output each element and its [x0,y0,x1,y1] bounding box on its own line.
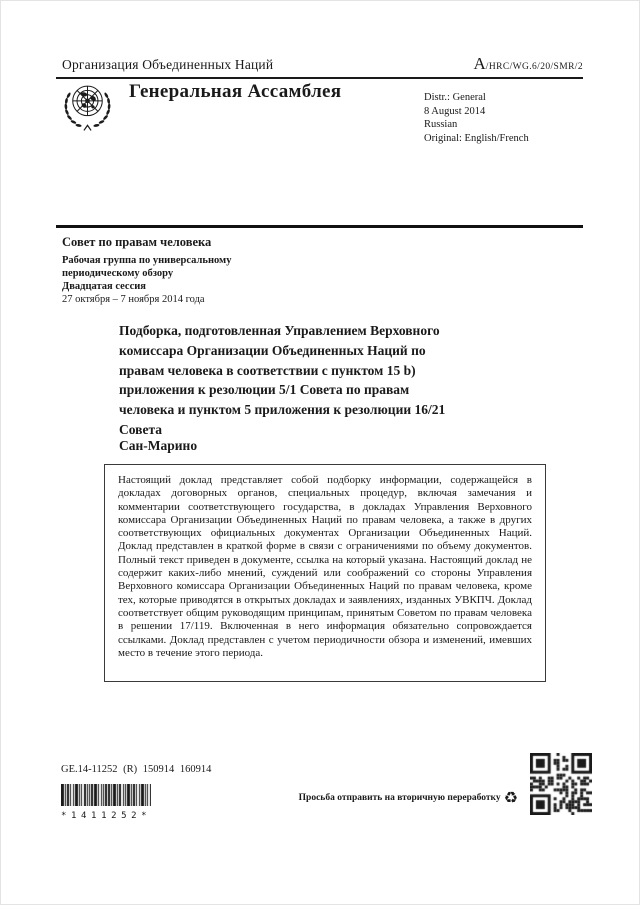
organization-name: Организация Объединенных Наций [62,57,274,72]
working-group-line: Рабочая группа по универсальному [62,255,232,266]
summary-box [104,464,546,682]
recycle-note-text: Просьба отправить на вторичную переработку [298,793,501,803]
document-symbol-rest: /HRC/WG.6/20/SMR/2 [485,62,583,72]
title-line: приложения к резолюции 5/1 Совета по правам [119,382,410,398]
recycle-icon: ♻ [503,788,518,807]
session-name: Двадцатая сессия [62,281,146,292]
un-emblem-icon [60,79,115,134]
title-line: человека и пунктом 5 приложения к резолюции 16/21 [119,402,446,418]
recycle-notice [280,790,518,806]
session-info [62,235,231,306]
document-symbol-prefix: A [473,54,486,73]
summary-paragraph: Настоящий доклад представляет собой подборку информации, содержащейся в докладах договорных органов, специальных процедур, включая замечания и комментарии соответствующего государства, в докладах Управления Верховного комиссара Организации Объединенных Наций по правам человека, а также в других соответствующих официальных документах Организации Объединенных Наций. Доклад представлен в краткой форме в связи с ограничениями по объему документов. Полный текст приведен в документе, ссылка на который указана. Настоящий доклад не содержит каких-либо мнений, суждений или соображений со стороны Управления Верховного комиссара Организации Объединенных Наций по правам человека, кроме тех, которые приводятся в открытых докладах и заявлениях, изданных УВКПЧ. Доклад соответствует общим руководящим принципам, принятым Советом по правам человека в решении 17/119. Включенная в него информация обязательно сопровождается ссылками. Доклад представлен с учетом периодичности обзора и изменений, имевших место в течение этого периода. [118,474,532,659]
distr-line: Distr.: General [424,92,486,103]
title-line: правам человека в соответствии с пунктом 15 b) [119,362,416,378]
body-top-rule [56,225,583,228]
country-name: Сан-Марино [119,438,198,453]
title-line: Подборка, подготовленная Управлением Верховного [119,323,440,338]
header-top-row [62,54,583,74]
qr-code [530,753,592,815]
header-divider-rule [56,77,583,79]
barcode-text: *1411252* [61,811,152,821]
document-title [119,321,445,440]
distr-line: 8 August 2014 [424,105,486,117]
barcode [61,784,151,806]
document-symbol [474,54,583,74]
title-line: Совета [119,421,162,437]
distr-line: Russian [424,119,458,130]
ge-number: GE.14-11252 (R) 150914 160914 [61,764,212,775]
organ-title: Генеральная Ассамблея [129,81,342,102]
council-name: Совет по правам человека [62,235,212,249]
session-dates: 27 октября – 7 ноября 2014 года [62,294,205,305]
barcode-block [61,784,157,821]
title-line: комиссара Организации Объединенных Наций по [119,342,426,358]
working-group-line: периодическому обзору [62,268,174,279]
distribution-block [424,91,529,145]
distr-line: Original: English/French [424,132,529,144]
